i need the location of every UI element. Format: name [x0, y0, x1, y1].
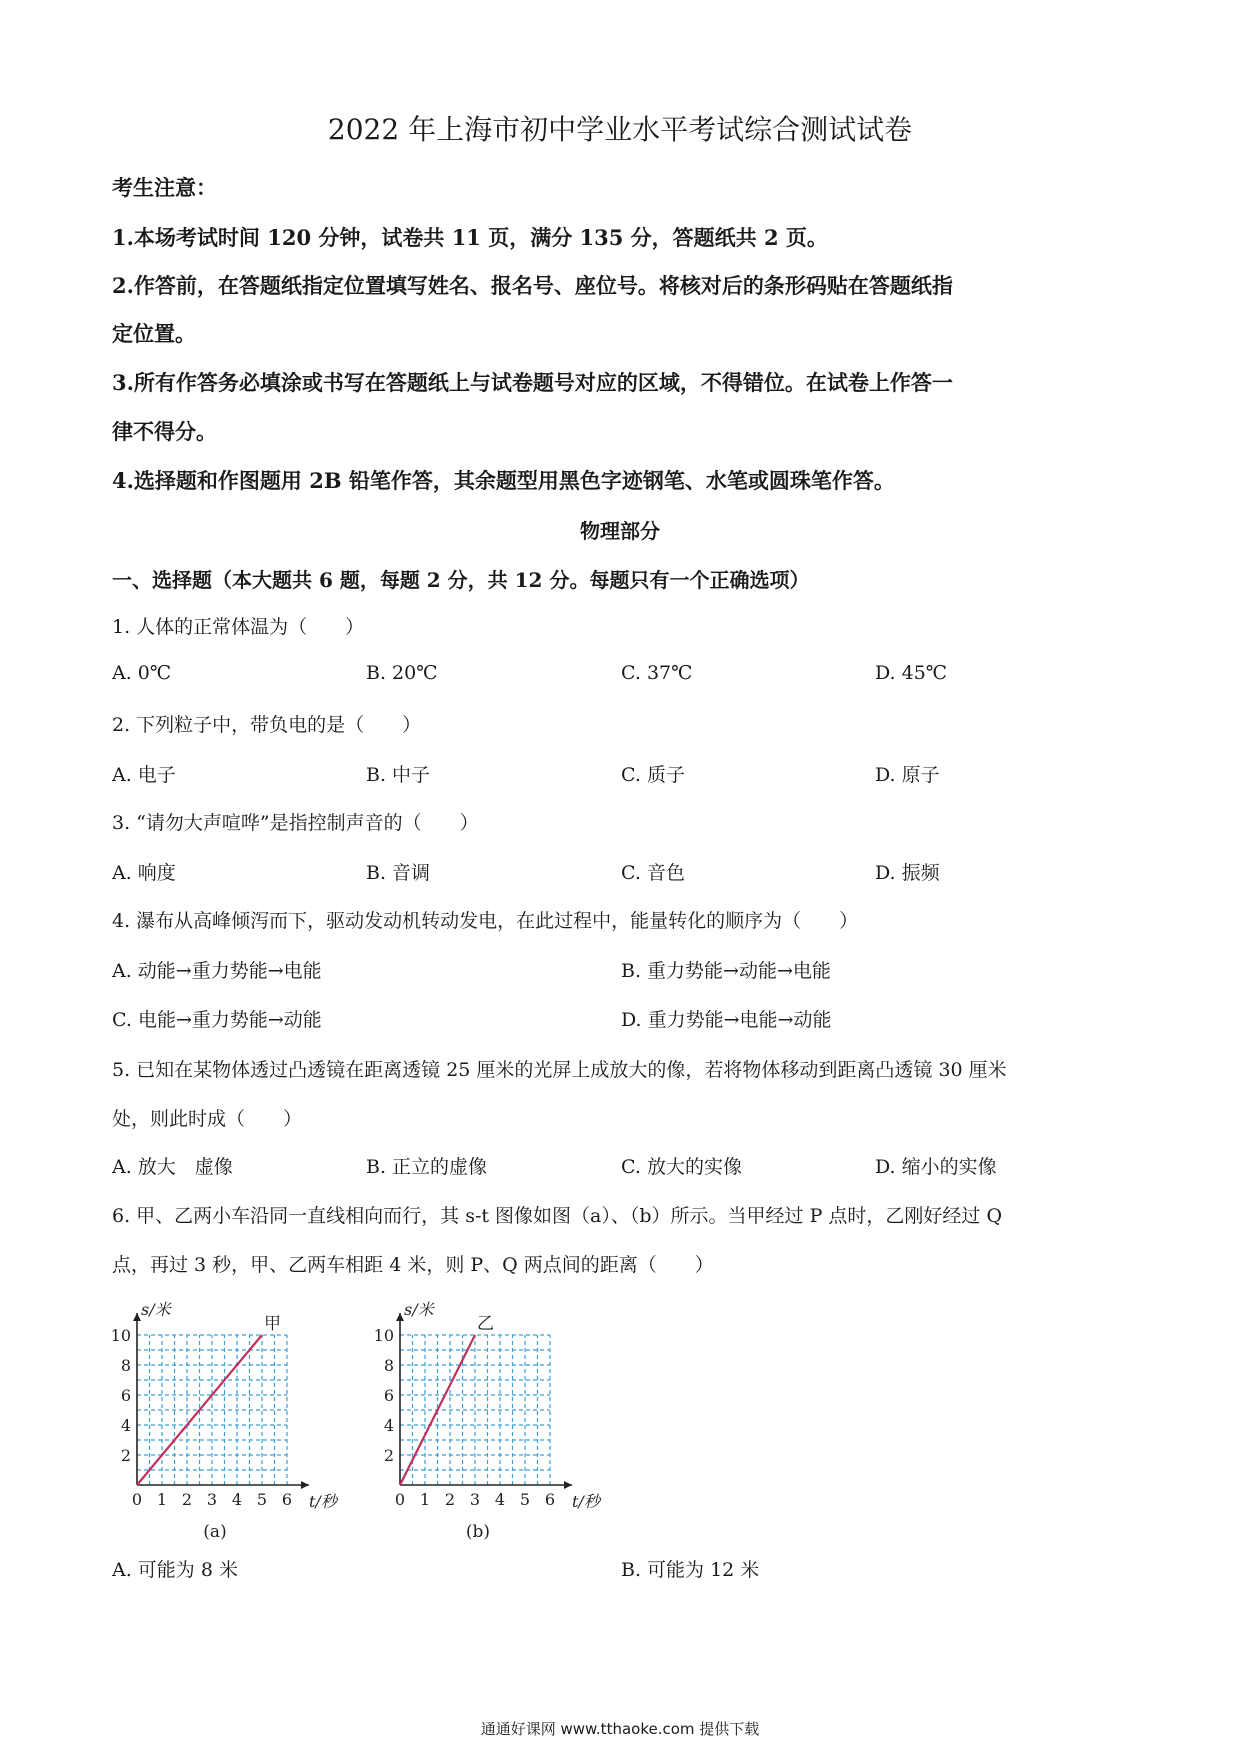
- x-tick-label: 3: [206, 1490, 218, 1509]
- y-axis-label: s/米: [141, 1300, 171, 1319]
- x-tick-label: 4: [231, 1490, 243, 1509]
- series-label: 乙: [477, 1314, 494, 1334]
- x-axis-arrow: [564, 1481, 572, 1489]
- notice-item: 1.本场考试时间 120 分钟，试卷共 11 页，满分 135 分，答题纸共 2 页。: [112, 225, 828, 250]
- x-tick-label: 0: [394, 1490, 406, 1509]
- part-title: 一、选择题（本大题共 6 题，每题 2 分，共 12 分。每题只有一个正确选项）: [112, 568, 810, 592]
- x-tick-label: 5: [519, 1490, 531, 1509]
- st-graph-a: [111, 1300, 340, 1540]
- option: C. 电能→重力势能→动能: [112, 1009, 322, 1031]
- notice-item: 2.作答前，在答题纸指定位置填写姓名、报名号、座位号。将核对后的条形码贴在答题纸指: [112, 273, 953, 298]
- y-tick-label: 6: [120, 1386, 131, 1405]
- option: D. 缩小的实像: [875, 1156, 997, 1178]
- y-tick-label: 2: [120, 1446, 131, 1465]
- option: C. 37℃: [621, 662, 693, 684]
- option: D. 45℃: [875, 662, 948, 684]
- question-stem: 1. 人体的正常体温为（ ）: [112, 616, 365, 638]
- option: B. 20℃: [366, 662, 438, 684]
- option: A. 动能→重力势能→电能: [112, 960, 322, 982]
- question-stem: 2. 下列粒子中，带负电的是（ ）: [112, 714, 422, 736]
- notice-item: 3.所有作答务必填涂或书写在答题纸上与试卷题号对应的区域，不得错位。在试卷上作答一: [112, 370, 953, 395]
- option: B. 中子: [366, 764, 431, 786]
- page-title: 2022 年上海市初中学业水平考试综合测试试卷: [327, 113, 913, 146]
- x-axis-arrow: [301, 1481, 309, 1489]
- notice-item: 4.选择题和作图题用 2B 铅笔作答，其余题型用黑色字迹钢笔、水笔或圆珠笔作答。: [112, 468, 895, 493]
- option: B. 正立的虚像: [366, 1156, 488, 1178]
- option: C. 质子: [621, 764, 685, 786]
- x-tick-label: 6: [544, 1490, 556, 1509]
- option: B. 重力势能→动能→电能: [621, 960, 831, 982]
- x-tick-label: 3: [469, 1490, 481, 1509]
- option: A. 0℃: [112, 662, 172, 684]
- x-tick-label: 2: [444, 1490, 456, 1509]
- x-axis-label: t/秒: [309, 1492, 337, 1511]
- figure-caption: (a): [203, 1522, 227, 1540]
- st-graphs: [105, 1280, 725, 1540]
- st-graph-b: [374, 1300, 603, 1540]
- section-title: 物理部分: [580, 519, 660, 543]
- notice-heading: 考生注意：: [112, 175, 217, 200]
- footer-source: 通通好课网 www.tthaoke.com 提供下载: [480, 1720, 760, 1738]
- option: D. 振频: [875, 862, 940, 884]
- series-label: 甲: [264, 1314, 281, 1334]
- x-tick-label: 5: [256, 1490, 268, 1509]
- y-tick-label: 6: [383, 1386, 394, 1405]
- option: C. 音色: [621, 862, 685, 884]
- notice-item: 定位置。: [112, 321, 196, 346]
- option: B. 可能为 12 米: [621, 1559, 760, 1581]
- x-tick-label: 1: [156, 1490, 168, 1509]
- option: D. 原子: [875, 764, 940, 786]
- y-axis-arrow: [396, 1313, 404, 1321]
- option: A. 放大 虚像: [112, 1156, 233, 1178]
- option: B. 音调: [366, 862, 431, 884]
- option: A. 响度: [112, 862, 176, 884]
- y-tick-label: 2: [383, 1446, 394, 1465]
- figure-caption: (b): [465, 1522, 491, 1540]
- x-tick-label: 2: [181, 1490, 193, 1509]
- y-tick-label: 4: [383, 1416, 394, 1435]
- y-axis-arrow: [133, 1313, 141, 1321]
- question-stem: 5. 已知在某物体透过凸透镜在距离透镜 25 厘米的光屏上成放大的像，若将物体移动到距离凸透镜 30 厘米: [112, 1059, 1007, 1081]
- y-tick-label: 10: [373, 1326, 394, 1345]
- question-stem: 点，再过 3 秒，甲、乙两车相距 4 米，则 P、Q 两点间的距离（ ）: [112, 1254, 714, 1276]
- notice-item: 律不得分。: [112, 419, 217, 444]
- y-tick-label: 8: [383, 1356, 394, 1375]
- question-stem: 处，则此时成（ ）: [112, 1108, 303, 1130]
- x-tick-label: 6: [281, 1490, 293, 1509]
- option: A. 可能为 8 米: [112, 1559, 238, 1581]
- x-tick-label: 0: [131, 1490, 143, 1509]
- y-tick-label: 8: [120, 1356, 131, 1375]
- question-stem: 3. “请勿大声喧哗”是指控制声音的（ ）: [112, 812, 479, 834]
- question-stem: 4. 瀑布从高峰倾泻而下，驱动发动机转动发电，在此过程中，能量转化的顺序为（ ）: [112, 910, 859, 932]
- option: D. 重力势能→电能→动能: [621, 1009, 832, 1031]
- x-axis-label: t/秒: [572, 1492, 600, 1511]
- y-axis-label: s/米: [404, 1300, 434, 1319]
- y-tick-label: 4: [120, 1416, 131, 1435]
- option: C. 放大的实像: [621, 1156, 742, 1178]
- y-tick-label: 10: [110, 1326, 131, 1345]
- x-tick-label: 4: [494, 1490, 506, 1509]
- option: A. 电子: [112, 764, 176, 786]
- x-tick-label: 1: [419, 1490, 431, 1509]
- question-stem: 6. 甲、乙两小车沿同一直线相向而行，其 s-t 图像如图（a）、（b）所示。当甲经过 P 点时，乙刚好经过 Q: [112, 1205, 1003, 1227]
